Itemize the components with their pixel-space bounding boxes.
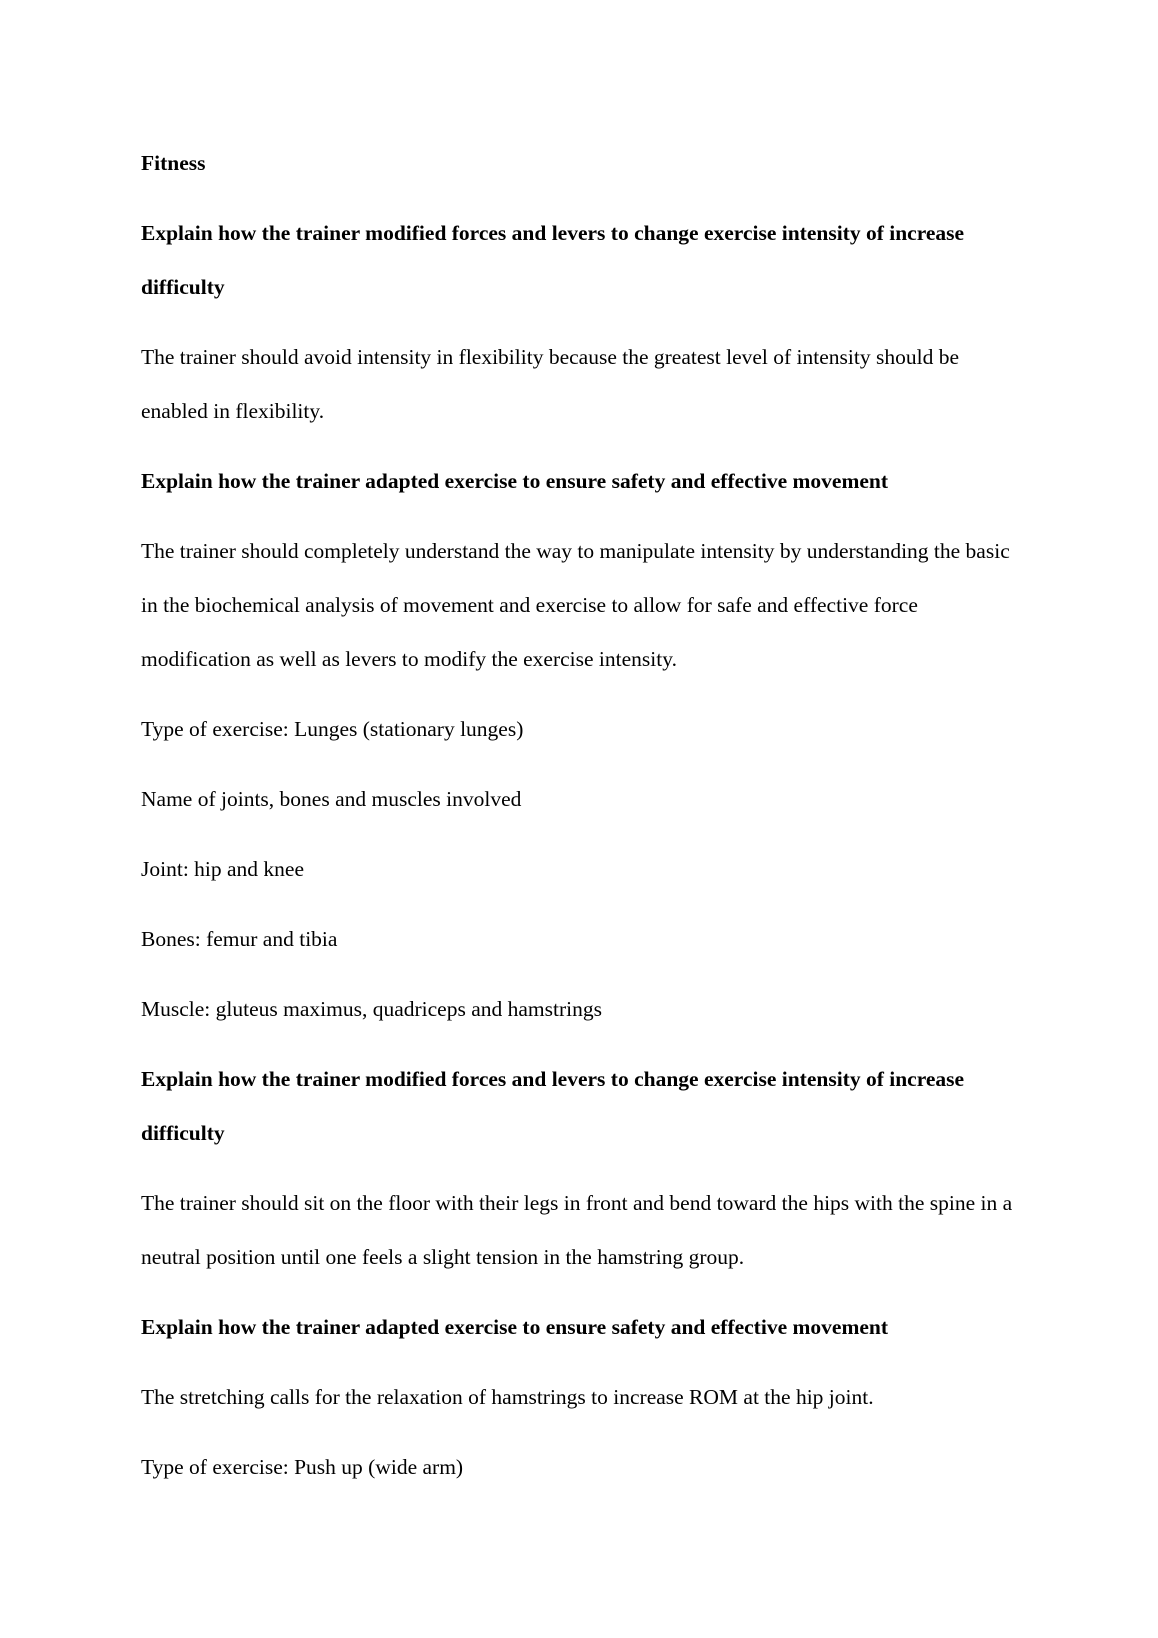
bones-line: Bones: femur and tibia xyxy=(141,927,338,951)
document-body xyxy=(141,136,1021,1510)
body-paragraph: The stretching calls for the relaxation of hamstrings to increase ROM at the hip joint. xyxy=(141,1385,874,1409)
body-paragraph: Name of joints, bones and muscles involved xyxy=(141,787,522,811)
section-heading: Explain how the trainer adapted exercise to ensure safety and effective movement xyxy=(141,469,889,493)
muscle-line: Muscle: gluteus maximus, quadriceps and hamstrings xyxy=(141,997,602,1021)
section-heading: Explain how the trainer modified forces and levers to change exercise intensity of increase difficulty xyxy=(141,221,965,299)
body-paragraph: The trainer should completely understand the way to manipulate intensity by understanding the basic in the biochemical analysis of movement and exercise to allow for safe and effective force modification as well as levers to modify the exercise intensity. xyxy=(141,539,1010,671)
exercise-type: Type of exercise: Push up (wide arm) xyxy=(141,1455,464,1479)
joint-line: Joint: hip and knee xyxy=(141,857,305,881)
section-heading: Explain how the trainer modified forces and levers to change exercise intensity of increase difficulty xyxy=(141,1067,965,1145)
exercise-type: Type of exercise: Lunges (stationary lunges) xyxy=(141,717,524,741)
section-heading: Explain how the trainer adapted exercise to ensure safety and effective movement xyxy=(141,1315,889,1339)
body-paragraph: The trainer should sit on the floor with their legs in front and bend toward the hips with the spine in a neutral position until one feels a slight tension in the hamstring group. xyxy=(141,1191,1013,1269)
body-paragraph: The trainer should avoid intensity in flexibility because the greatest level of intensity should be enabled in flexibility. xyxy=(141,345,959,423)
document-title: Fitness xyxy=(141,151,206,175)
